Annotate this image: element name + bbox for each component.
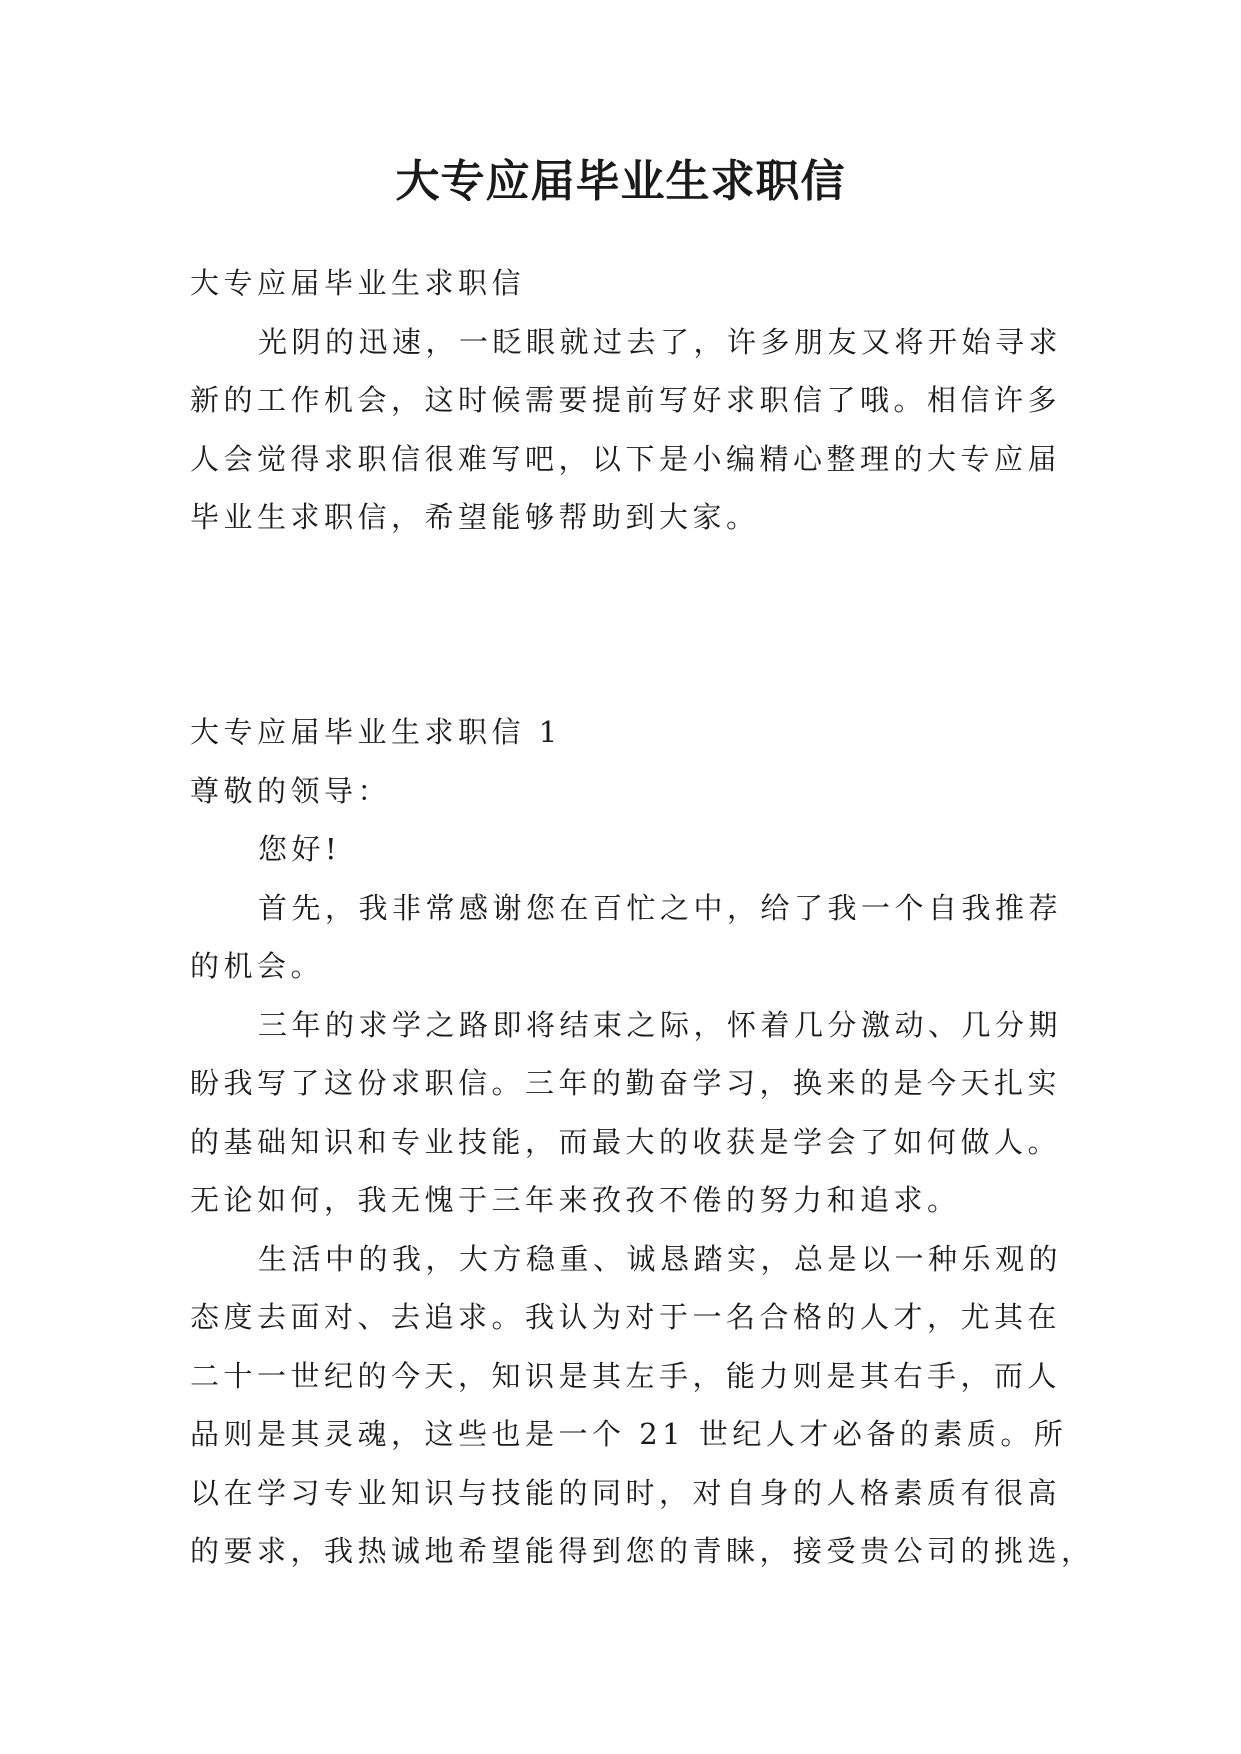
paragraph-line: 以在学习专业知识与技能的同时，对自身的人格素质有很高 (190, 1475, 1062, 1510)
paragraph-line: 盼我写了这份求职信。三年的勤奋学习，换来的是今天扎实 (190, 1066, 1062, 1100)
intro-line: 新的工作机会，这时候需要提前写好求职信了哦。相信许多 (190, 383, 1062, 417)
paragraph-line: 无论如何，我无愧于三年来孜孜不倦的努力和追求。 (190, 1183, 961, 1217)
letter-section (190, 703, 1095, 1581)
letter-salutation: 尊敬的领导： (190, 773, 392, 808)
letter-greeting: 您好! (258, 832, 342, 866)
document-title: 大专应届毕业生求职信 (395, 156, 846, 207)
paragraph-line: 二十一世纪的今天，知识是其左手，能力则是其右手，而人 (190, 1358, 1062, 1393)
paragraph-line: 三年的求学之路即将结束之际，怀着几分激动、几分期 (258, 1007, 1063, 1042)
paragraph-line: 的机会。 (190, 949, 325, 983)
intro-line: 人会觉得求职信很难写吧，以下是小编精心整理的大专应届 (190, 441, 1062, 476)
intro-heading: 大专应届毕业生求职信 (190, 266, 526, 300)
intro-section (190, 254, 1063, 547)
intro-line: 光阴的迅速，一眨眼就过去了，许多朋友又将开始寻求 (258, 324, 1063, 359)
intro-line: 毕业生求职信，希望能够帮助到大家。 (190, 500, 760, 534)
paragraph-line: 生活中的我，大方稳重、诚恳踏实，总是以一种乐观的 (258, 1241, 1063, 1276)
paragraph-line: 首先，我非常感谢您在百忙之中，给了我一个自我推荐 (258, 890, 1063, 925)
letter-heading: 大专应届毕业生求职信 1 (190, 715, 562, 749)
paragraph-line: 品则是其灵魂，这些也是一个 21 世纪人才必备的素质。所 (190, 1417, 1068, 1451)
paragraph-line: 的要求，我热诚地希望能得到您的青睐，接受贵公司的挑选， (190, 1534, 1095, 1568)
paragraph-line: 态度去面对、去追求。我认为对于一名合格的人才，尤其在 (190, 1300, 1062, 1334)
paragraph-line: 的基础知识和专业技能，而最大的收获是学会了如何做人。 (190, 1124, 1062, 1159)
